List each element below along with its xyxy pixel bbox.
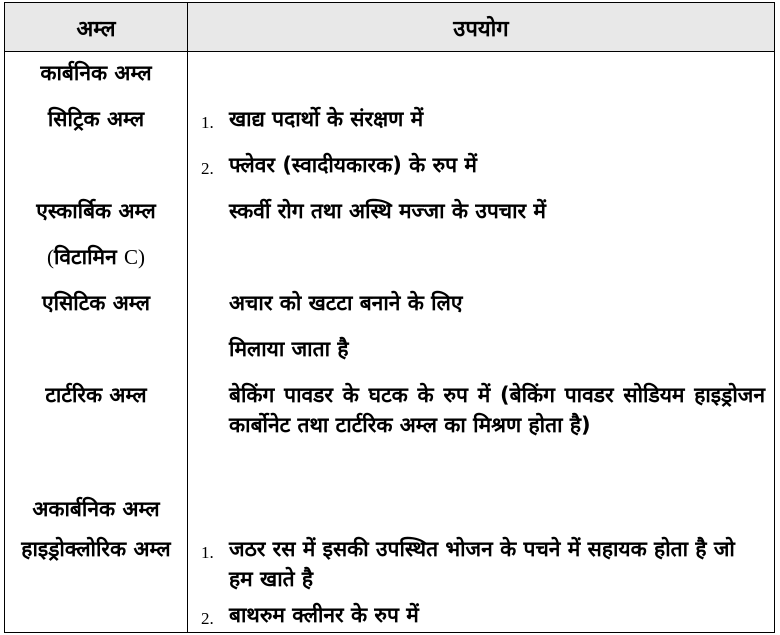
hcl-use-2-number: 2. (201, 609, 214, 628)
tartaric-use: बेकिंग पावडर के घटक के रुप में (बेकिंग पावडर सोडियम हाइड्रोजन कार्बोनेट तथा टार्टरिक अम्ल का मिश्रण होता है) (229, 383, 765, 437)
ascorbic-acid-name: एस्कार्बिक अम्ल (36, 199, 156, 223)
hcl-use-2: बाथरुम क्लीनर के रुप में (229, 603, 419, 627)
citric-use-1: खाद्य पदार्थो के संरक्षण में (229, 107, 424, 131)
citric-use-2: फ्लेवर (स्वादीयकारक) के रुप में (229, 153, 477, 177)
hydrochloric-acid-name: हाइड्रोक्लोरिक अम्ल (21, 537, 171, 561)
ascorbic-acid-vitamin (5, 243, 187, 272)
citric-use-2-number: 2. (201, 159, 214, 178)
organic-acid-heading: कार्बनिक अम्ल (40, 61, 152, 85)
vitamin-word: विटामिन (53, 245, 117, 269)
hcl-use-1: जठर रस में इसकी उपस्थित भोजन के पचने में सहायक होता है जो हम खाते है (229, 537, 735, 591)
acetic-acid-name: एसिटिक अम्ल (42, 291, 150, 315)
acid-uses-table (4, 2, 775, 633)
tartaric-acid-name: टार्टरिक अम्ल (45, 383, 147, 407)
acetic-use-line-2: मिलाया जाता है (229, 337, 349, 361)
header-acid: अम्ल (76, 17, 116, 42)
header-use: उपयोग (453, 17, 509, 42)
citric-acid-name: सिट्रिक अम्ल (47, 107, 145, 131)
table-header-row (5, 3, 774, 52)
ascorbic-use: स्कर्वी रोग तथा अस्थि मज्जा के उपचार में (229, 199, 546, 223)
vitamin-paren-open: ( (46, 245, 54, 269)
column-divider (187, 3, 188, 632)
inorganic-acid-heading: अकार्बनिक अम्ल (32, 497, 160, 521)
acetic-use-line-1: अचार को खटटा बनाने के लिए (229, 291, 463, 315)
hcl-use-1-number: 1. (201, 543, 214, 562)
citric-use-1-number: 1. (201, 113, 214, 132)
vitamin-letter: C) (124, 245, 146, 269)
